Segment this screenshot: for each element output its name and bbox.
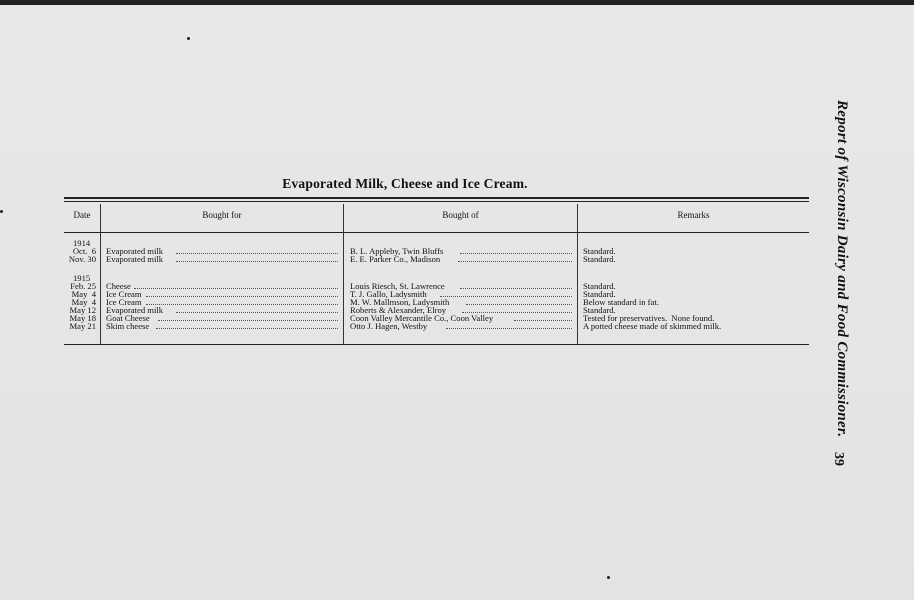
cell-date: Nov. 30: [68, 254, 96, 264]
column-divider: [100, 204, 101, 344]
cell-bought-for: Ice Cream: [106, 289, 142, 299]
cell-date: May 4: [71, 289, 96, 299]
cell-remarks: Standard.: [583, 246, 616, 256]
cell-bought-for: Cheese: [106, 281, 131, 291]
cell-bought-for: Evaporated milk: [106, 305, 164, 315]
cell-remarks: Standard.: [583, 254, 616, 264]
cell-bought-for: Goat Cheese: [106, 313, 150, 323]
cell-remarks: Standard.: [583, 289, 616, 299]
table-top-rule-thin: [64, 201, 809, 202]
cell-bought-for: Ice Cream: [106, 297, 142, 307]
dot-leader: [134, 288, 338, 289]
cell-remarks: Below standard in fat.: [583, 297, 659, 307]
column-header-date: Date: [73, 210, 91, 220]
cell-date: Feb. 25: [70, 281, 96, 291]
dot-leader: [176, 261, 338, 262]
cell-date: May 18: [69, 313, 96, 323]
table-bottom-rule: [64, 344, 809, 345]
page-number: 39: [831, 452, 846, 466]
dot-leader: [466, 304, 572, 305]
column-divider: [343, 204, 344, 344]
cell-remarks: Standard.: [583, 305, 616, 315]
cell-remarks: Tested for preservatives. None found.: [583, 313, 715, 323]
cell-bought-of: B. L. Appleby, Twin Bluffs: [350, 246, 444, 256]
cell-bought-of: E. E. Parker Co., Madison: [350, 254, 441, 264]
cell-date: May 4: [71, 297, 96, 307]
dot-leader: [156, 328, 338, 329]
year-label: 1914: [73, 238, 91, 248]
year-label: 1915: [73, 273, 91, 283]
table-title: Evaporated Milk, Cheese and Ice Cream.: [282, 176, 528, 191]
column-header-bought-for: Bought for: [202, 210, 242, 220]
scan-speck: [0, 210, 3, 213]
cell-bought-for: Evaporated milk: [106, 246, 164, 256]
scan-speck: [607, 576, 610, 579]
dot-leader: [460, 288, 572, 289]
cell-bought-of: M. W. Mallmson, Ladysmith: [350, 297, 450, 307]
dot-leader: [176, 312, 338, 313]
cell-date: Oct. 6: [72, 246, 96, 256]
cell-date: May 12: [69, 305, 96, 315]
dot-leader: [460, 253, 572, 254]
running-head: Report of Wisconsin Dairy and Food Commissioner.: [834, 100, 850, 438]
cell-remarks: Standard.: [583, 281, 616, 291]
dot-leader: [514, 320, 572, 321]
cell-bought-of: Louis Riesch, St. Lawrence: [350, 281, 445, 291]
column-header-remarks: Remarks: [677, 210, 710, 220]
cell-date: May 21: [69, 321, 96, 331]
dot-leader: [458, 261, 572, 262]
dot-leader: [146, 296, 338, 297]
header-rule: [64, 232, 809, 233]
dot-leader: [146, 304, 338, 305]
scan-speck: [187, 37, 190, 40]
dot-leader: [440, 296, 572, 297]
cell-bought-for: Evaporated milk: [106, 254, 164, 264]
dot-leader: [158, 320, 338, 321]
table-top-rule: [64, 197, 809, 199]
dot-leader: [446, 328, 572, 329]
cell-remarks: A potted cheese made of skimmed milk.: [583, 321, 722, 331]
dot-leader: [176, 253, 338, 254]
column-divider: [577, 204, 578, 344]
cell-bought-of: T. J. Gallo, Ladysmith: [350, 289, 427, 299]
column-header-bought-of: Bought of: [442, 210, 479, 220]
cell-bought-for: Skim cheese: [106, 321, 150, 331]
cell-bought-of: Coon Valley Mercantile Co., Coon Valley: [350, 313, 494, 323]
cell-bought-of: Otto J. Hagen, Westby: [350, 321, 428, 331]
cell-bought-of: Roberts & Alexander, Elroy: [350, 305, 447, 315]
